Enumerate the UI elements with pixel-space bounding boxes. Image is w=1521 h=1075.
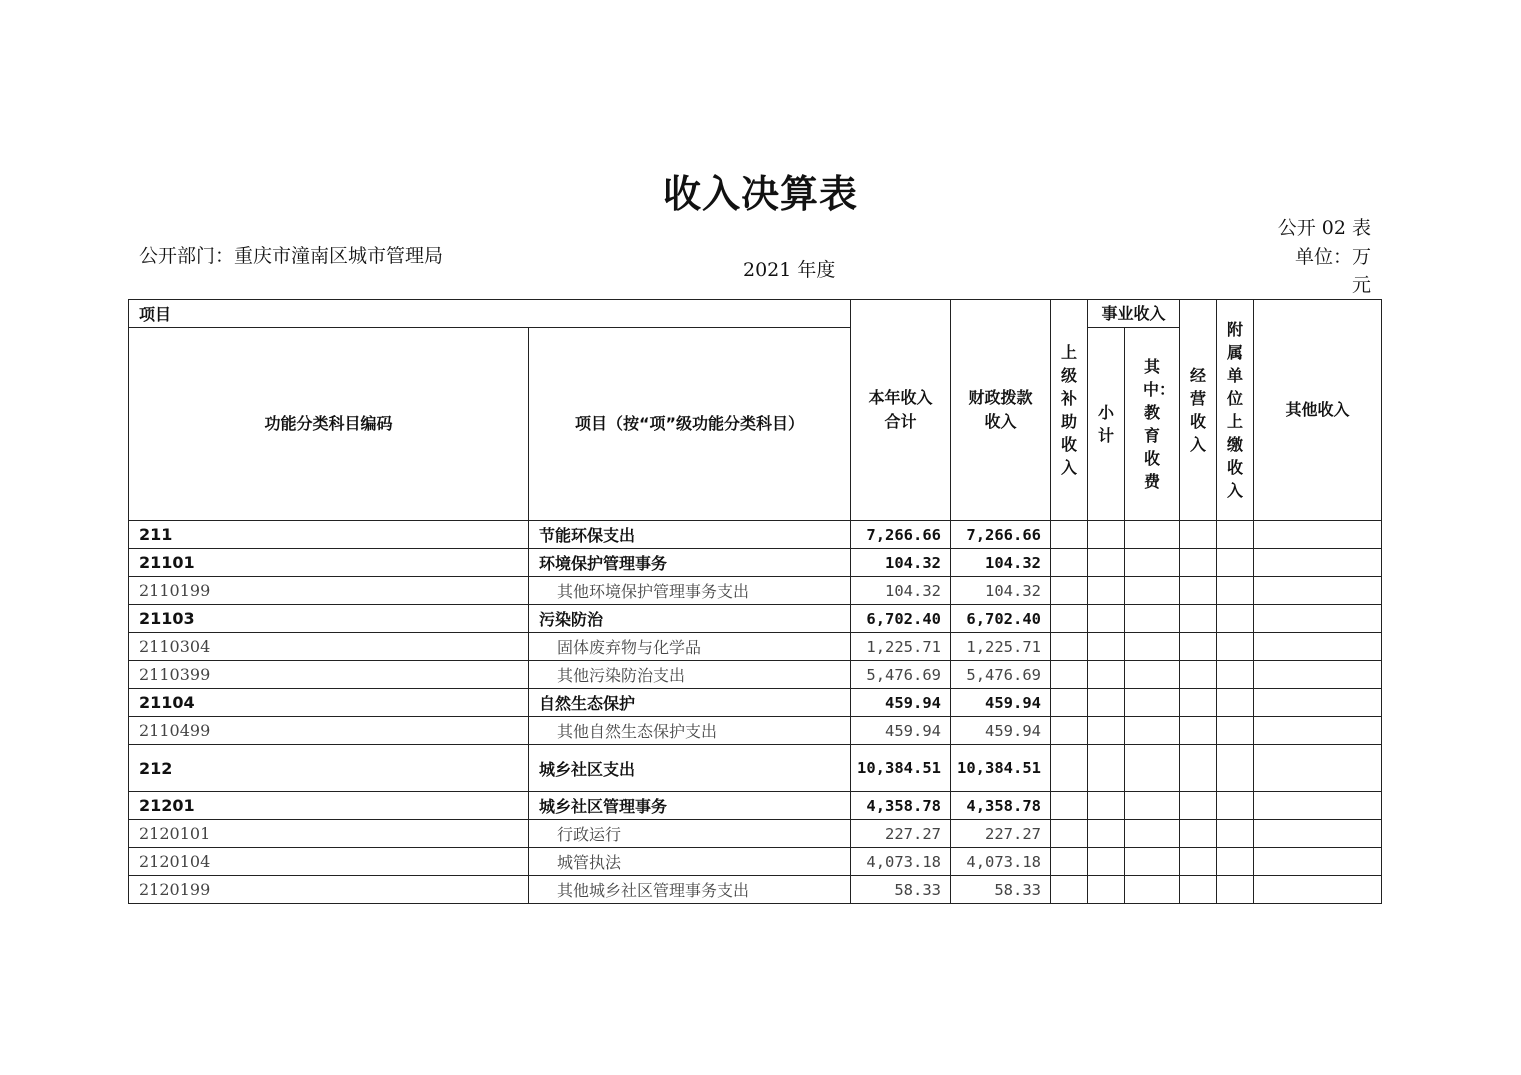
empty-cell [1088,717,1125,745]
empty-cell [1125,605,1180,633]
row-fiscal: 459.94 [951,689,1051,717]
empty-cell [1217,848,1254,876]
row-fiscal: 5,476.69 [951,661,1051,689]
row-fiscal: 104.32 [951,577,1051,605]
department-label: 公开部门：重庆市潼南区城市管理局 [139,245,444,267]
header-total-text: 本年收入合计 [868,388,933,431]
empty-cell [1088,792,1125,820]
empty-cell [1217,717,1254,745]
header-business: 事业收入 [1088,300,1180,328]
header-subtotal [1088,328,1125,521]
row-name: 自然生态保护 [529,689,851,717]
header-fiscal [951,300,1051,521]
row-code: 21101 [129,549,529,577]
row-code: 2120199 [129,876,529,904]
empty-cell [1254,820,1382,848]
table-row [129,521,1382,549]
empty-cell [1254,605,1382,633]
row-fiscal: 1,225.71 [951,633,1051,661]
empty-cell [1051,521,1088,549]
empty-cell [1051,577,1088,605]
row-fiscal: 7,266.66 [951,521,1051,549]
row-fiscal: 4,358.78 [951,792,1051,820]
empty-cell [1051,848,1088,876]
empty-cell [1051,820,1088,848]
empty-cell [1180,549,1217,577]
empty-cell [1217,820,1254,848]
row-total: 227.27 [851,820,951,848]
header-subsidy [1051,300,1088,521]
table-row [129,745,1382,792]
empty-cell [1125,577,1180,605]
empty-cell [1088,876,1125,904]
empty-cell [1180,521,1217,549]
empty-cell [1217,521,1254,549]
row-name: 行政运行 [529,820,851,848]
row-fiscal: 58.33 [951,876,1051,904]
row-total: 459.94 [851,689,951,717]
row-fiscal: 6,702.40 [951,605,1051,633]
empty-cell [1051,661,1088,689]
row-total: 104.32 [851,549,951,577]
empty-cell [1051,605,1088,633]
empty-cell [1088,521,1125,549]
empty-cell [1088,689,1125,717]
empty-cell [1254,717,1382,745]
row-name: 环境保护管理事务 [529,549,851,577]
table-row [129,717,1382,745]
empty-cell [1125,848,1180,876]
empty-cell [1180,848,1217,876]
unit-label: 单位：万元 [1294,246,1371,296]
row-code: 2110199 [129,577,529,605]
row-total: 10,384.51 [851,745,951,792]
empty-cell [1125,521,1180,549]
header-education-text: 其中：教育收费 [1143,357,1176,491]
empty-cell [1088,661,1125,689]
empty-cell [1125,661,1180,689]
table-number: 公开 02 表 [1277,217,1371,239]
empty-cell [1051,876,1088,904]
empty-cell [1180,633,1217,661]
row-name: 污染防治 [529,605,851,633]
row-code: 2110499 [129,717,529,745]
row-code: 2120101 [129,820,529,848]
empty-cell [1254,633,1382,661]
empty-cell [1088,745,1125,792]
empty-cell [1125,820,1180,848]
empty-cell [1125,549,1180,577]
empty-cell [1125,717,1180,745]
empty-cell [1051,549,1088,577]
row-name: 城乡社区管理事务 [529,792,851,820]
page-title: 收入决算表 [662,172,858,216]
header-item: 项目（按“项”级功能分类科目） [529,328,851,521]
empty-cell [1088,605,1125,633]
empty-cell [1088,820,1125,848]
row-name: 城乡社区支出 [529,745,851,792]
header-education [1125,328,1180,521]
empty-cell [1051,689,1088,717]
empty-cell [1125,876,1180,904]
empty-cell [1217,605,1254,633]
empty-cell [1088,633,1125,661]
header-project: 项目 [129,300,851,328]
empty-cell [1254,577,1382,605]
table-row [129,876,1382,904]
row-fiscal: 104.32 [951,549,1051,577]
empty-cell [1051,633,1088,661]
row-code: 21104 [129,689,529,717]
row-name: 固体废弃物与化学品 [529,633,851,661]
row-total: 7,266.66 [851,521,951,549]
header-total [851,300,951,521]
row-fiscal: 459.94 [951,717,1051,745]
row-total: 58.33 [851,876,951,904]
table-row [129,549,1382,577]
row-name: 其他城乡社区管理事务支出 [529,876,851,904]
header-affiliate [1217,300,1254,521]
table-row [129,633,1382,661]
empty-cell [1180,717,1217,745]
row-name: 其他环境保护管理事务支出 [529,577,851,605]
row-fiscal: 10,384.51 [951,745,1051,792]
row-fiscal: 4,073.18 [951,848,1051,876]
table-row [129,792,1382,820]
income-table [128,299,1382,904]
table-row [129,689,1382,717]
header-affiliate-text: 附属单位上缴收入 [1227,320,1244,500]
empty-cell [1051,717,1088,745]
row-name: 城管执法 [529,848,851,876]
empty-cell [1217,661,1254,689]
row-code: 2110399 [129,661,529,689]
table-row [129,577,1382,605]
empty-cell [1217,876,1254,904]
header-operation [1180,300,1217,521]
empty-cell [1180,689,1217,717]
empty-cell [1217,577,1254,605]
row-code: 2110304 [129,633,529,661]
empty-cell [1125,792,1180,820]
empty-cell [1254,745,1382,792]
empty-cell [1217,689,1254,717]
row-name: 其他自然生态保护支出 [529,717,851,745]
row-name: 其他污染防治支出 [529,661,851,689]
row-total: 104.32 [851,577,951,605]
row-code: 2120104 [129,848,529,876]
row-total: 4,073.18 [851,848,951,876]
empty-cell [1051,745,1088,792]
row-total: 1,225.71 [851,633,951,661]
row-code: 21201 [129,792,529,820]
empty-cell [1217,633,1254,661]
row-total: 5,476.69 [851,661,951,689]
header-subsidy-text: 上级补助收入 [1061,343,1078,477]
empty-cell [1180,577,1217,605]
header-subtotal-text: 小计 [1098,403,1115,445]
empty-cell [1254,521,1382,549]
empty-cell [1088,549,1125,577]
header-fiscal-text: 财政拨款收入 [968,388,1033,431]
row-fiscal: 227.27 [951,820,1051,848]
empty-cell [1254,876,1382,904]
empty-cell [1125,633,1180,661]
table-row [129,848,1382,876]
empty-cell [1180,792,1217,820]
empty-cell [1217,549,1254,577]
row-total: 459.94 [851,717,951,745]
row-code: 21103 [129,605,529,633]
empty-cell [1254,661,1382,689]
empty-cell [1217,745,1254,792]
empty-cell [1180,661,1217,689]
row-code: 211 [129,521,529,549]
empty-cell [1125,745,1180,792]
empty-cell [1254,689,1382,717]
year-label: 2021 年度 [743,259,836,281]
empty-cell [1051,792,1088,820]
empty-cell [1217,792,1254,820]
empty-cell [1180,745,1217,792]
empty-cell [1180,876,1217,904]
empty-cell [1125,689,1180,717]
row-total: 6,702.40 [851,605,951,633]
table-row [129,820,1382,848]
empty-cell [1180,820,1217,848]
empty-cell [1088,848,1125,876]
table-row [129,661,1382,689]
row-total: 4,358.78 [851,792,951,820]
header-other: 其他收入 [1254,300,1382,521]
empty-cell [1254,848,1382,876]
table-row [129,605,1382,633]
header-code: 功能分类科目编码 [129,328,529,521]
empty-cell [1180,605,1217,633]
empty-cell [1088,577,1125,605]
header-operation-text: 经营收入 [1190,366,1207,454]
empty-cell [1254,792,1382,820]
row-code: 212 [129,745,529,792]
empty-cell [1254,549,1382,577]
row-name: 节能环保支出 [529,521,851,549]
